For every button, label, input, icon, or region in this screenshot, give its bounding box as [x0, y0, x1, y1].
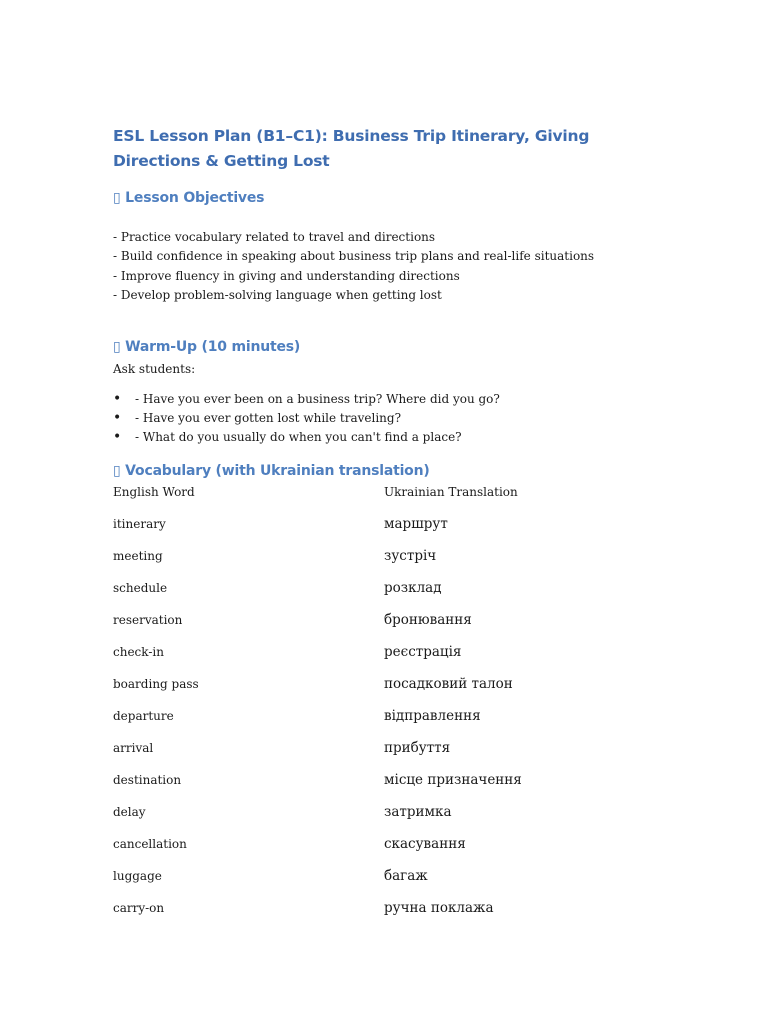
- lesson-objectives-heading: ▯ Lesson Objectives: [113, 190, 265, 206]
- ukrainian-translation: реєстрація: [384, 643, 462, 660]
- ukrainian-translation: маршрут: [384, 515, 448, 532]
- objective-item: - Develop problem-solving language when getting lost: [113, 288, 442, 303]
- bullet-icon: •: [113, 409, 122, 426]
- table-row: [113, 803, 653, 835]
- table-row: [113, 899, 653, 931]
- english-word: check-in: [113, 644, 164, 659]
- vocabulary-table: [113, 483, 653, 931]
- warm-up-question: - What do you usually do when you can't find a place?: [135, 429, 462, 444]
- ukrainian-translation: прибуття: [384, 739, 451, 756]
- ukrainian-translation: посадковий талон: [384, 675, 513, 692]
- english-word: schedule: [113, 580, 168, 595]
- bullet-icon: •: [113, 390, 122, 407]
- list-item: [113, 428, 653, 447]
- table-row: [113, 547, 653, 579]
- warm-up-questions: [113, 390, 653, 447]
- english-word: cancellation: [113, 836, 187, 851]
- vocabulary-heading: ▯ Vocabulary (with Ukrainian translation): [113, 462, 430, 479]
- document-title: ESL Lesson Plan (B1–C1): Business Trip Itinerary, Giving Directions & Getting Lost: [113, 127, 590, 170]
- english-word: meeting: [113, 548, 163, 563]
- ukrainian-translation: багаж: [384, 867, 428, 884]
- english-word: luggage: [113, 868, 162, 883]
- table-row: [113, 771, 653, 803]
- warm-up-heading: ▯ Warm-Up (10 minutes): [113, 338, 301, 355]
- english-word: delay: [113, 804, 146, 819]
- ukrainian-translation: місце призначення: [384, 771, 522, 788]
- table-row: [113, 835, 653, 867]
- list-item: [113, 390, 653, 409]
- list-item: [113, 409, 653, 428]
- ukrainian-translation: бронювання: [384, 611, 472, 628]
- english-word: departure: [113, 708, 174, 723]
- table-row: [113, 515, 653, 547]
- objective-item: - Practice vocabulary related to travel and directions: [113, 230, 436, 244]
- warm-up-question: - Have you ever gotten lost while traveling?: [135, 410, 402, 425]
- english-word: boarding pass: [113, 676, 199, 691]
- objective-item: - Build confidence in speaking about business trip plans and real-life situations: [113, 249, 595, 264]
- table-row: [113, 867, 653, 899]
- english-word: carry-on: [113, 900, 165, 915]
- bullet-icon: •: [113, 428, 122, 445]
- ukrainian-translation: ручна поклажа: [384, 899, 494, 916]
- vocabulary-header-row: [113, 483, 653, 515]
- objectives-list: [113, 228, 653, 306]
- document-page: [113, 124, 653, 931]
- english-word: reservation: [113, 612, 183, 627]
- ukrainian-translation: відправлення: [384, 707, 481, 724]
- table-row: [113, 707, 653, 739]
- ukrainian-translation: скасування: [384, 835, 466, 852]
- column-header-ukrainian: Ukrainian Translation: [384, 484, 518, 499]
- table-row: [113, 739, 653, 771]
- warm-up-intro: Ask students:: [113, 361, 196, 376]
- ukrainian-translation: зустріч: [384, 547, 437, 564]
- english-word: arrival: [113, 740, 154, 755]
- warm-up-question: - Have you ever been on a business trip? Where did you go?: [135, 391, 500, 406]
- ukrainian-translation: затримка: [384, 803, 452, 820]
- column-header-english: English Word: [113, 484, 195, 499]
- table-row: [113, 579, 653, 611]
- english-word: destination: [113, 772, 182, 787]
- objective-item: - Improve fluency in giving and understanding directions: [113, 268, 460, 283]
- table-row: [113, 675, 653, 707]
- table-row: [113, 611, 653, 643]
- english-word: itinerary: [113, 516, 166, 531]
- ukrainian-translation: розклад: [384, 579, 442, 596]
- table-row: [113, 643, 653, 675]
